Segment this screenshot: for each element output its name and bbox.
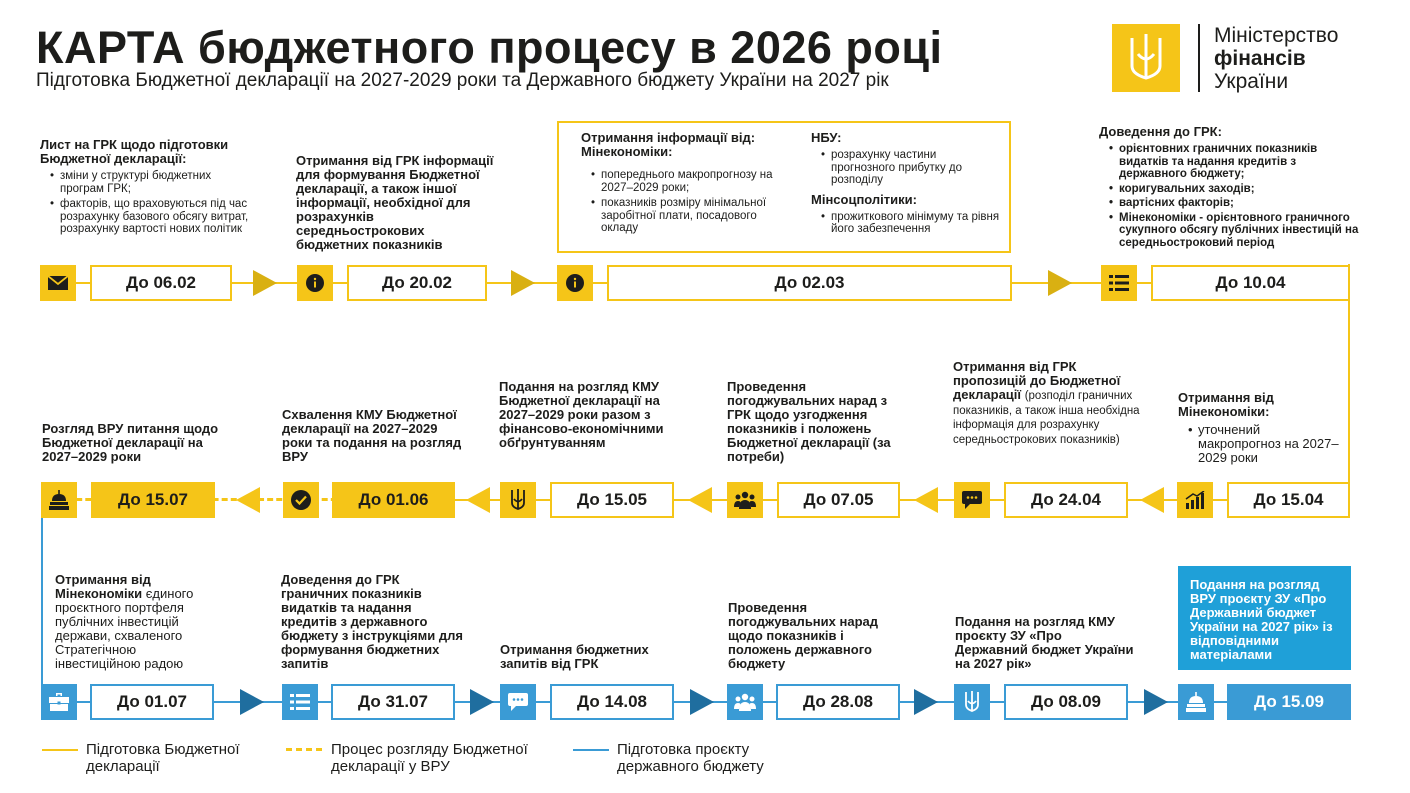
row3-timeline bbox=[41, 701, 1331, 703]
legend-dashed-line bbox=[286, 748, 322, 751]
list-icon bbox=[1101, 265, 1137, 301]
parliament-icon bbox=[1178, 684, 1214, 720]
step-vru-review bbox=[42, 422, 242, 464]
step-title: Отримання від Мінекономіки bbox=[55, 572, 151, 601]
date-15-04: До 15.04 bbox=[1227, 482, 1350, 518]
final-step-box: Подання на розгляд ВРУ проєкту ЗУ «Про Державний бюджет України на 2027 рік» із відповідними матеріалами bbox=[1178, 566, 1351, 670]
check-icon bbox=[283, 482, 319, 518]
date-28-08: До 28.08 bbox=[776, 684, 900, 720]
chat-icon bbox=[954, 482, 990, 518]
arrow-left-icon bbox=[1140, 487, 1164, 513]
date-08-09: До 08.09 bbox=[1004, 684, 1128, 720]
list-item: • коригувальних заходів; bbox=[1109, 183, 1364, 196]
step-title: Лист на ГРК щодо підготовки Бюджетної декларації: bbox=[40, 137, 229, 166]
step-macro-forecast bbox=[1178, 391, 1343, 468]
arrow-right-icon bbox=[1144, 689, 1168, 715]
step-submit-kmu-budget bbox=[955, 615, 1135, 671]
page-subtitle: Підготовка Бюджетної декларації на 2027-2029 роки та Державного бюджету України на 2027 рік bbox=[36, 70, 889, 91]
date-14-08: До 14.08 bbox=[550, 684, 674, 720]
step-bullets bbox=[40, 170, 255, 236]
page-title: КАРТА бюджетного процесу в 2026 році bbox=[36, 22, 943, 73]
step-assign-grk bbox=[1099, 125, 1364, 251]
date-06-02: До 06.02 bbox=[90, 265, 232, 301]
step-title: Проведення погоджувальних нарад з ГРК щодо узгодження показників і положень Бюджетної декларації (за потреби) bbox=[727, 379, 891, 464]
source-label: Мінекономіки: bbox=[581, 144, 673, 159]
trident-icon bbox=[954, 684, 990, 720]
step-receive-info bbox=[296, 154, 496, 252]
arrow-right-icon bbox=[511, 270, 535, 296]
logo-line-3: України bbox=[1214, 70, 1289, 93]
info-icon bbox=[557, 265, 593, 301]
step-note: (розподіл граничних показників, а також інша необхідна інформація для розрахунку середньострокових показників) bbox=[953, 390, 1140, 446]
step-title: Схвалення КМУ Бюджетної декларації на 2027–2029 роки та подання на розгляд ВРУ bbox=[282, 407, 462, 464]
step-limits-to-grk bbox=[281, 573, 466, 671]
step-title: Проведення погоджувальних нарад щодо показників і положень державного бюджету bbox=[728, 600, 878, 671]
step-kmu-approval bbox=[282, 408, 462, 464]
step-title: Отримання від ГРК інформації для формування Бюджетної декларації, а також іншої інформації, необхідної для розрахунків середньострокових бюджетних показників bbox=[296, 153, 494, 252]
arrow-left-icon bbox=[236, 487, 260, 513]
step-budget-meetings bbox=[728, 601, 903, 671]
step-title: Отримання бюджетних запитів від ГРК bbox=[500, 642, 649, 671]
group-icon bbox=[727, 482, 763, 518]
date-24-04: До 24.04 bbox=[1004, 482, 1128, 518]
list-item: • попереднього макропрогнозу на 2027–2029 роки; bbox=[591, 169, 791, 194]
step-title: Доведення до ГРК граничних показників видатків та надання кредитів з державного бюджету з інструкціями для формування бюджетних запитів bbox=[281, 572, 463, 671]
info-icon bbox=[297, 265, 333, 301]
group-icon bbox=[727, 684, 763, 720]
list-item: • показників розміру мінімальної заробітної плати, посадового окладу bbox=[591, 197, 791, 235]
step-submit-kmu-declaration bbox=[499, 380, 679, 450]
step-title: Отримання інформації від: bbox=[581, 130, 756, 145]
date-15-09: До 15.09 bbox=[1227, 684, 1351, 720]
date-01-07: До 01.07 bbox=[90, 684, 214, 720]
step-title: Отримання від Мінекономіки: bbox=[1178, 390, 1274, 419]
logo-line-2: фінансів bbox=[1214, 47, 1306, 70]
chat-icon bbox=[500, 684, 536, 720]
list-item: • зміни у структурі бюджетних програм ГРК; bbox=[50, 170, 255, 195]
left-connector bbox=[41, 518, 43, 702]
list-icon bbox=[282, 684, 318, 720]
info-minek bbox=[581, 131, 791, 238]
logo-line-1: Міністерство bbox=[1214, 24, 1339, 47]
step-title: Подання на розгляд КМУ Бюджетної декларації на 2027–2029 роки разом з фінансово-економічними обґрунтуванням bbox=[499, 379, 664, 450]
step-bullets bbox=[581, 169, 791, 235]
legend-yellow-line bbox=[42, 749, 78, 751]
briefcase-icon bbox=[41, 684, 77, 720]
list-item: • розрахунку частини прогнозного прибутку до розподілу bbox=[821, 149, 1001, 187]
step-letter-grk bbox=[40, 138, 255, 239]
info-nbu bbox=[811, 131, 1001, 239]
list-item: • факторів, що враховуються під час розрахунку базового обсягу витрат, розрахунку вартості нових політик bbox=[50, 198, 255, 236]
step-investment-portfolio bbox=[55, 573, 215, 671]
step-bullets bbox=[811, 211, 1001, 236]
list-item: • Мінекономіки - орієнтовного граничного сукупного обсягу публічних інвестицій на середньостроковий період bbox=[1109, 212, 1364, 250]
arrow-right-icon bbox=[1048, 270, 1072, 296]
arrow-left-icon bbox=[688, 487, 712, 513]
legend-item-vru: Процес розгляду Бюджетної декларації у ВРУ bbox=[331, 741, 528, 775]
source-label: Мінсоцполітики: bbox=[811, 191, 917, 207]
arrow-left-icon bbox=[914, 487, 938, 513]
chart-icon bbox=[1177, 482, 1213, 518]
logo-divider bbox=[1198, 24, 1200, 92]
list-item: • орієнтовних граничних показників видатків та надання кредитів з державного бюджету; bbox=[1109, 143, 1364, 181]
step-budget-requests bbox=[500, 643, 680, 671]
date-20-02: До 20.02 bbox=[347, 265, 487, 301]
step-note: єдиного проєктного портфеля публічних інвестицій держави, схваленого Стратегічною інвестиційною радою bbox=[55, 586, 194, 671]
step-bullets bbox=[1178, 423, 1343, 465]
date-31-07: До 31.07 bbox=[331, 684, 455, 720]
date-15-05: До 15.05 bbox=[550, 482, 674, 518]
step-title: Отримання від ГРК пропозицій до Бюджетної декларації bbox=[953, 359, 1121, 402]
legend-item-declaration: Підготовка Бюджетної декларації bbox=[86, 741, 240, 775]
source-label: НБУ: bbox=[811, 130, 842, 145]
arrow-right-icon bbox=[240, 689, 264, 715]
step-bullets bbox=[811, 149, 1001, 187]
date-01-06: До 01.06 bbox=[332, 482, 455, 518]
step-coordination-meetings bbox=[727, 380, 907, 464]
trident-icon bbox=[500, 482, 536, 518]
step-bullets bbox=[1099, 143, 1364, 249]
envelope-icon bbox=[40, 265, 76, 301]
arrow-right-icon bbox=[470, 689, 494, 715]
ministry-logo-text bbox=[1214, 24, 1338, 93]
step-title: Доведення до ГРК: bbox=[1099, 124, 1222, 139]
arrow-right-icon bbox=[253, 270, 277, 296]
arrow-right-icon bbox=[690, 689, 714, 715]
step-title: Подання на розгляд КМУ проєкту ЗУ «Про Державний бюджет України на 2027 рік» bbox=[955, 614, 1134, 671]
list-item: • уточнений макропрогноз на 2027–2029 роки bbox=[1188, 423, 1343, 465]
step-title: Розгляд ВРУ питання щодо Бюджетної декларації на 2027–2029 роки bbox=[42, 421, 219, 464]
arrow-right-icon bbox=[914, 689, 938, 715]
legend-blue-line bbox=[573, 749, 609, 751]
step-grk-proposals bbox=[953, 360, 1143, 446]
list-item: • вартісних факторів; bbox=[1109, 197, 1364, 210]
arrow-left-icon bbox=[466, 487, 490, 513]
list-item: • прожиткового мінімуму та рівня його забезпечення bbox=[821, 211, 1001, 236]
info-sources-box bbox=[557, 121, 1011, 253]
legend-item-budget: Підготовка проєкту державного бюджету bbox=[617, 741, 764, 775]
date-15-07: До 15.07 bbox=[91, 482, 215, 518]
date-07-05: До 07.05 bbox=[777, 482, 900, 518]
date-02-03: До 02.03 bbox=[607, 265, 1012, 301]
date-10-04: До 10.04 bbox=[1151, 265, 1350, 301]
trident-icon bbox=[1112, 24, 1180, 92]
parliament-icon bbox=[41, 482, 77, 518]
